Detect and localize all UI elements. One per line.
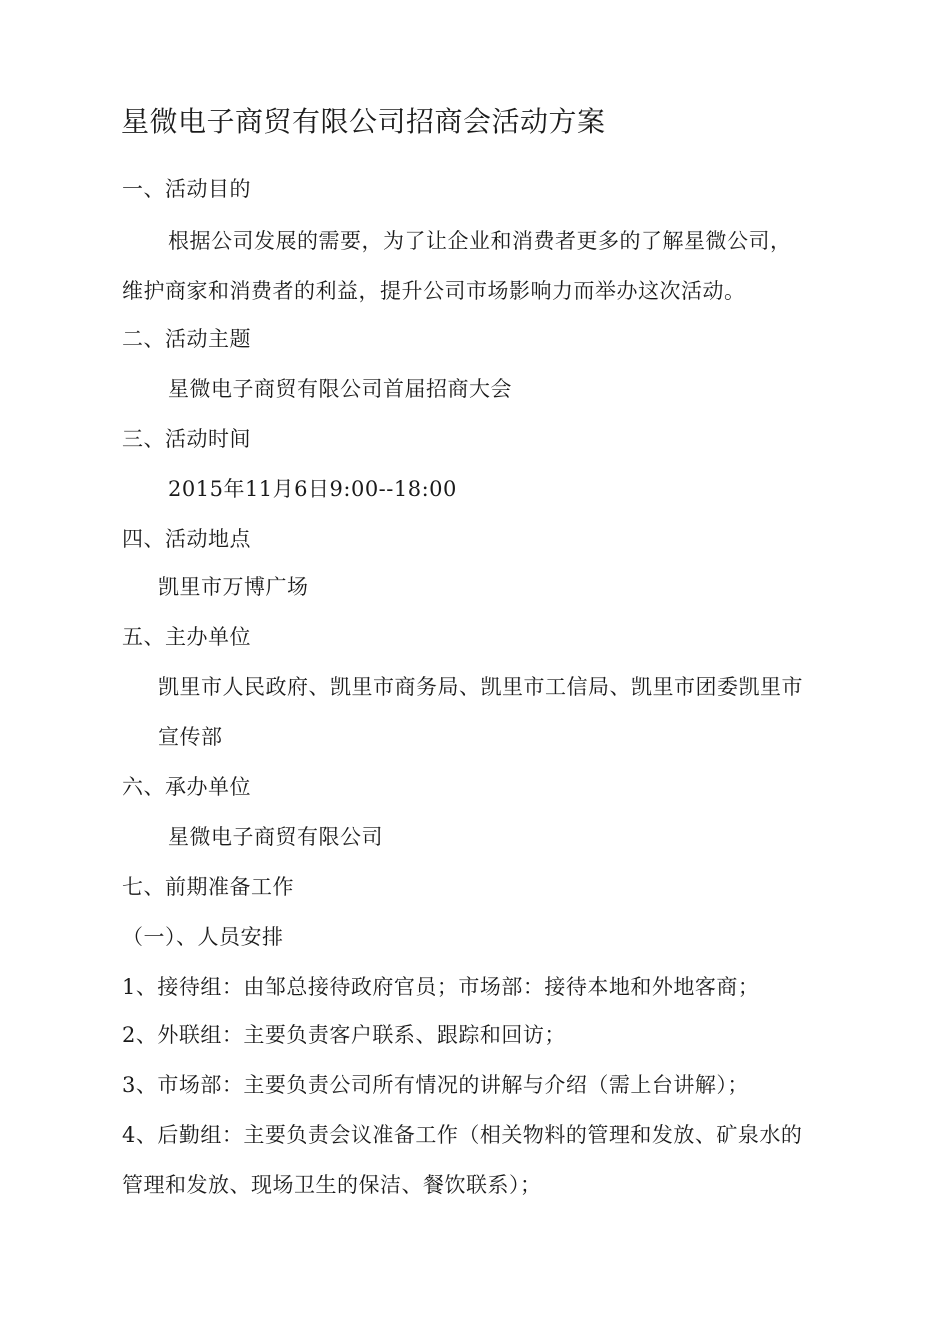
document-title: 星微电子商贸有限公司招商会活动方案: [121, 105, 606, 138]
section-heading-purpose: 一、活动目的: [122, 177, 251, 201]
section-heading-time: 三、活动时间: [122, 427, 251, 451]
list-item-reception: 1、接待组：由邹总接待政府官员；市场部：接待本地和外地客商；: [122, 975, 760, 999]
list-item-logistics-line2: 管理和发放、现场卫生的保洁、餐饮联系）；: [122, 1173, 542, 1197]
organizer-text-line1: 凯里市人民政府、凯里市商务局、凯里市工信局、凯里市团委凯里市: [158, 675, 803, 699]
purpose-text-line1: 根据公司发展的需要，为了让企业和消费者更多的了解星微公司，: [168, 229, 792, 253]
section-heading-theme: 二、活动主题: [122, 327, 251, 351]
section-heading-organizer: 五、主办单位: [122, 625, 251, 649]
theme-text: 星微电子商贸有限公司首届招商大会: [168, 377, 512, 401]
section-heading-location: 四、活动地点: [122, 527, 251, 551]
section-heading-co-organizer: 六、承办单位: [122, 775, 251, 799]
location-text: 凯里市万博广场: [158, 575, 309, 599]
list-item-marketing: 3、市场部：主要负责公司所有情况的讲解与介绍（需上台讲解）；: [122, 1073, 749, 1097]
time-text: 2015年11月6日9:00--18:00: [168, 477, 457, 501]
purpose-text-line2: 维护商家和消费者的利益，提升公司市场影响力而举办这次活动。: [122, 279, 746, 303]
co-organizer-text: 星微电子商贸有限公司: [168, 825, 383, 849]
subsection-staffing: （一）、人员安排: [122, 925, 284, 949]
list-item-logistics-line1: 4、后勤组：主要负责会议准备工作（相关物料的管理和发放、矿泉水的: [122, 1123, 803, 1147]
section-heading-preparation: 七、前期准备工作: [122, 875, 294, 899]
organizer-text-line2: 宣传部: [158, 725, 223, 749]
list-item-liaison: 2、外联组：主要负责客户联系、跟踪和回访；: [122, 1023, 566, 1047]
